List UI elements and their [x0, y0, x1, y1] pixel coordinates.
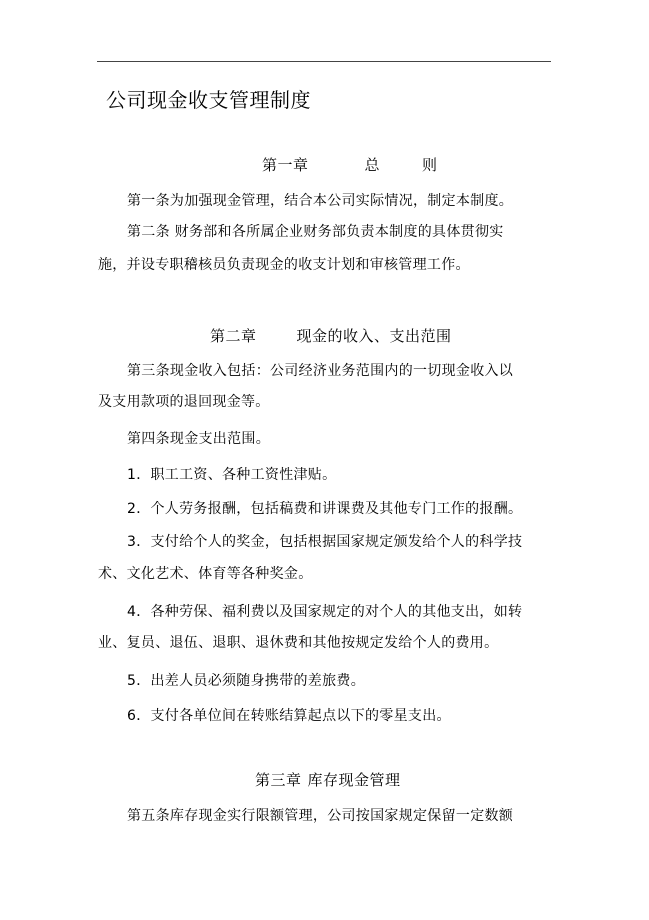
- article-3-line-1: 第三条现金收入包括：公司经济业务范围内的一切现金收入以: [127, 363, 514, 379]
- list-item-6: 6．支付各单位间在转账结算起点以下的零星支出。: [127, 708, 451, 724]
- list-item-1: 1．职工工资、各种工资性津贴。: [127, 467, 337, 483]
- chapter-3-label: 第三章: [255, 771, 302, 789]
- chapter-1-title-b: 则: [422, 156, 438, 174]
- article-4: 第四条现金支出范围。: [127, 431, 270, 447]
- list-item-2: 2．个人劳务报酬，包括稿费和讲课费及其他专门工作的报酬。: [127, 501, 523, 517]
- article-2-line-1: 第二条 财务部和各所属企业财务部负责本制度的具体贯彻实: [127, 224, 504, 240]
- list-item-3-line-2: 术、文化艺术、体育等各种奖金。: [98, 566, 313, 582]
- chapter-1-label: 第一章: [262, 156, 309, 174]
- article-5-line-1: 第五条库存现金实行限额管理，公司按国家规定保留一定数额: [127, 808, 514, 824]
- header-rule: [97, 61, 551, 62]
- chapter-3-heading: [255, 770, 401, 790]
- chapter-2-title: 现金的收入、支出范围: [296, 327, 452, 345]
- chapter-3-title: 库存现金管理: [307, 771, 401, 789]
- chapter-1-title-a: 总: [364, 156, 381, 174]
- list-item-5: 5．出差人员必须随身携带的差旅费。: [127, 673, 366, 689]
- article-2-line-2: 施，并设专职稽核员负责现金的收支计划和审核管理工作。: [98, 257, 470, 273]
- article-1: 第一条为加强现金管理，结合本公司实际情况，制定本制度。: [127, 193, 514, 209]
- chapter-2-heading: [210, 326, 452, 346]
- chapter-2-label: 第二章: [210, 327, 257, 345]
- list-item-4-line-1: 4．各种劳保、福利费以及国家规定的对个人的其他支出，如转: [127, 604, 523, 620]
- article-3-line-2: 及支用款项的退回现金等。: [98, 394, 270, 410]
- document-title: 公司现金收支管理制度: [106, 88, 311, 112]
- chapter-1-heading: [262, 155, 438, 175]
- list-item-3-line-1: 3．支付给个人的奖金，包括根据国家规定颁发给个人的科学技: [127, 534, 523, 550]
- list-item-4-line-2: 业、复员、退伍、退职、退休费和其他按规定发给个人的费用。: [98, 635, 499, 651]
